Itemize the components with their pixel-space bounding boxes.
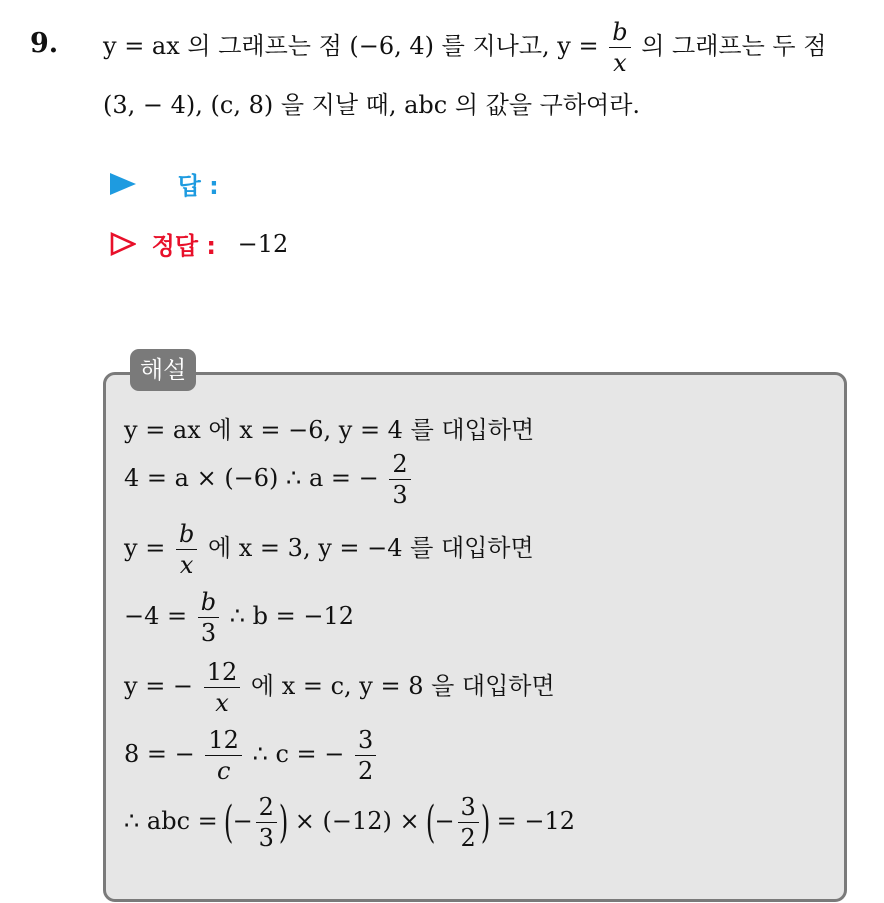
question-fraction-denominator: x [613, 49, 627, 77]
expl-4-pre: −4 = [124, 602, 188, 630]
explanation-line-5 [124, 660, 555, 715]
play-triangle-icon [110, 173, 136, 195]
expl-6-den: c [216, 757, 231, 785]
solution-row [110, 226, 288, 261]
expl-2-num: 2 [392, 450, 408, 478]
question-fraction-numerator: b [612, 18, 628, 46]
left-paren-a: ( [224, 796, 234, 848]
expl-7-fraction-a [256, 795, 277, 850]
expl-3-fraction [176, 522, 197, 577]
right-paren-b: ) [480, 796, 491, 848]
solution-value: −12 [237, 229, 289, 258]
expl-7-pre: ∴ abc = [124, 807, 218, 835]
expl-2-pre: 4 = a × (−6) ∴ a = − [124, 464, 379, 492]
expl-7-b-den: 2 [460, 824, 476, 852]
explanation-tab: 해설 [130, 349, 196, 391]
expl-7-post: = −12 [496, 807, 576, 835]
question-number: 9. [30, 28, 59, 59]
expl-7-a-num: 2 [258, 793, 274, 821]
expl-6-fraction-b [355, 728, 376, 783]
expl-7-minus-a: − [232, 807, 253, 835]
question-line-1 [103, 20, 826, 75]
expl-5-num: 12 [206, 658, 238, 686]
expl-5-post: 에 x = c, y = 8 을 대입하면 [250, 672, 555, 700]
right-paren-a: ) [278, 796, 289, 848]
expl-3-pre: y = [124, 534, 166, 562]
question-fraction [609, 20, 630, 75]
expl-5-den: x [215, 689, 229, 717]
question-line-1-pre: y = ax 의 그래프는 점 (−6, 4) 를 지나고, y = [103, 32, 599, 60]
explanation-line-7 [124, 795, 575, 850]
expl-3-num: b [178, 520, 195, 548]
expl-7-b-num: 3 [460, 793, 476, 821]
expl-7-mid: × (−12) × [294, 807, 420, 835]
explanation-line-6 [124, 728, 379, 783]
expl-6-pre: 8 = − [124, 740, 195, 768]
answer-label: 답 : [177, 172, 219, 200]
expl-7-fraction-b [458, 795, 479, 850]
expl-4-den: 3 [200, 619, 217, 647]
expl-6-mid: ∴ c = − [252, 740, 345, 768]
explanation-line-3 [124, 522, 534, 577]
expl-5-pre: y = − [124, 672, 194, 700]
outline-triangle-icon [110, 232, 136, 256]
expl-3-post: 에 x = 3, y = −4 를 대입하면 [207, 534, 534, 562]
explanation-line-1: y = ax 에 x = −6, y = 4 를 대입하면 [124, 416, 535, 444]
question-line-1-post: 의 그래프는 두 점 [641, 32, 827, 60]
expl-4-num: b [200, 588, 217, 616]
expl-4-fraction [198, 590, 219, 645]
expl-6-num: 12 [208, 726, 239, 754]
left-paren-b: ( [426, 796, 436, 848]
expl-6-fraction-a [205, 728, 242, 783]
expl-7-minus-b: − [434, 807, 455, 835]
question-line-2: (3, − 4), (c, 8) 을 지날 때, abc 의 값을 구하여라. [103, 91, 641, 119]
expl-2-den: 3 [392, 481, 408, 509]
expl-2-fraction [389, 452, 410, 507]
expl-4-post: ∴ b = −12 [229, 602, 355, 630]
expl-3-den: x [179, 551, 194, 579]
explanation-line-2 [124, 452, 414, 507]
solution-label: 정답 : [151, 232, 216, 260]
expl-5-fraction [204, 660, 241, 715]
expl-7-a-den: 3 [258, 824, 274, 852]
explanation-line-4 [124, 590, 354, 645]
answer-row [110, 166, 219, 201]
expl-6-num2: 3 [358, 726, 374, 754]
expl-6-den2: 2 [358, 757, 374, 785]
